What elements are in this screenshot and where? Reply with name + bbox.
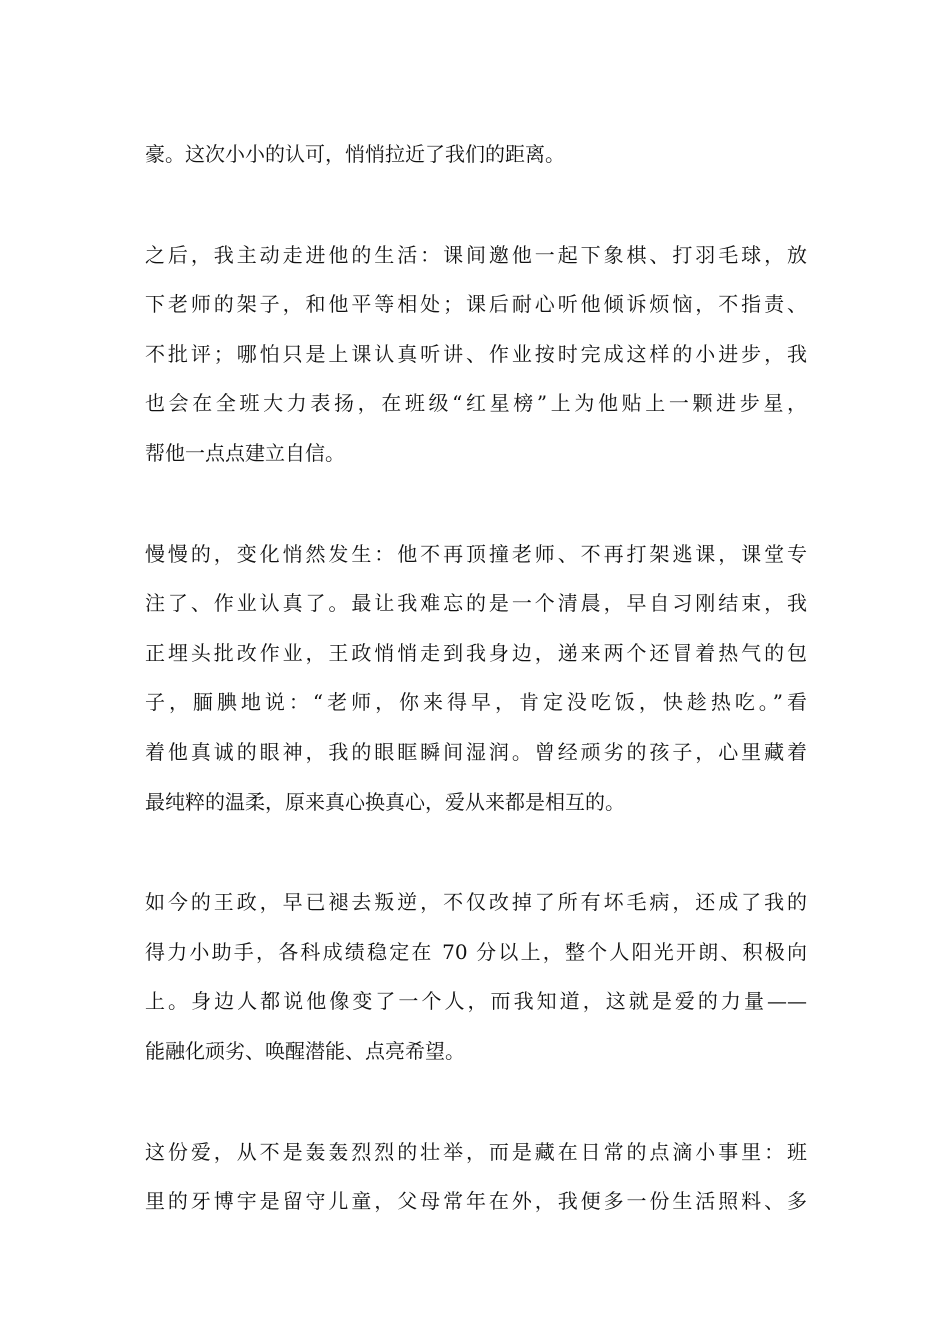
text-line: 慢慢的，变化悄然发生：他不再顶撞老师、不再打架逃课，课堂专 xyxy=(145,541,807,566)
text-line: 上。身边人都说他像变了一个人，而我知道，这就是爱的力量—— xyxy=(145,989,807,1014)
paragraph-5 xyxy=(145,1128,807,1227)
text-line: 帮他一点点建立自信。 xyxy=(145,440,345,465)
text-line: 豪。这次小小的认可，悄悄拉近了我们的距离。 xyxy=(145,142,565,166)
text-line: 里的牙博宇是留守儿童，父母常年在外，我便多一份生活照料、多 xyxy=(145,1189,807,1214)
paragraph-1 xyxy=(145,130,807,180)
text-line: 着他真诚的眼神，我的眼眶瞬间湿润。曾经顽劣的孩子，心里藏着 xyxy=(145,739,807,764)
paragraph-2 xyxy=(145,231,807,479)
document-body xyxy=(145,130,807,1278)
text-line: 如今的王政，早已褪去叛逆，不仅改掉了所有坏毛病，还成了我的 xyxy=(145,890,807,915)
text-line: 不批评；哪怕只是上课认真听讲、作业按时完成这样的小进步，我 xyxy=(145,341,807,366)
paragraph-4 xyxy=(145,878,807,1076)
text-line: 正埋头批改作业，王政悄悄走到我身边，递来两个还冒着热气的包 xyxy=(145,640,807,665)
text-line: 子，腼腆地说：“老师，你来得早，肯定没吃饭，快趁热吃。”看 xyxy=(145,690,807,715)
text-line: 这份爱，从不是轰轰烈烈的壮举，而是藏在日常的点滴小事里：班 xyxy=(145,1139,807,1164)
text-line: 之后，我主动走进他的生活：课间邀他一起下象棋、打羽毛球，放 xyxy=(145,242,807,267)
text-line: 注了、作业认真了。最让我难忘的是一个清晨，早自习刚结束，我 xyxy=(145,591,807,616)
text-line: 最纯粹的温柔，原来真心换真心，爱从来都是相互的。 xyxy=(145,789,625,814)
text-line: 得力小助手，各科成绩稳定在 70 分以上，整个人阳光开朗、积极向 xyxy=(145,939,807,964)
text-line: 也会在全班大力表扬，在班级“红星榜”上为他贴上一颗进步星， xyxy=(145,391,807,416)
text-line: 下老师的架子，和他平等相处；课后耐心听他倾诉烦恼，不指责、 xyxy=(145,292,807,317)
text-line: 能融化顽劣、唤醒潜能、点亮希望。 xyxy=(145,1038,465,1063)
paragraph-3 xyxy=(145,530,807,828)
